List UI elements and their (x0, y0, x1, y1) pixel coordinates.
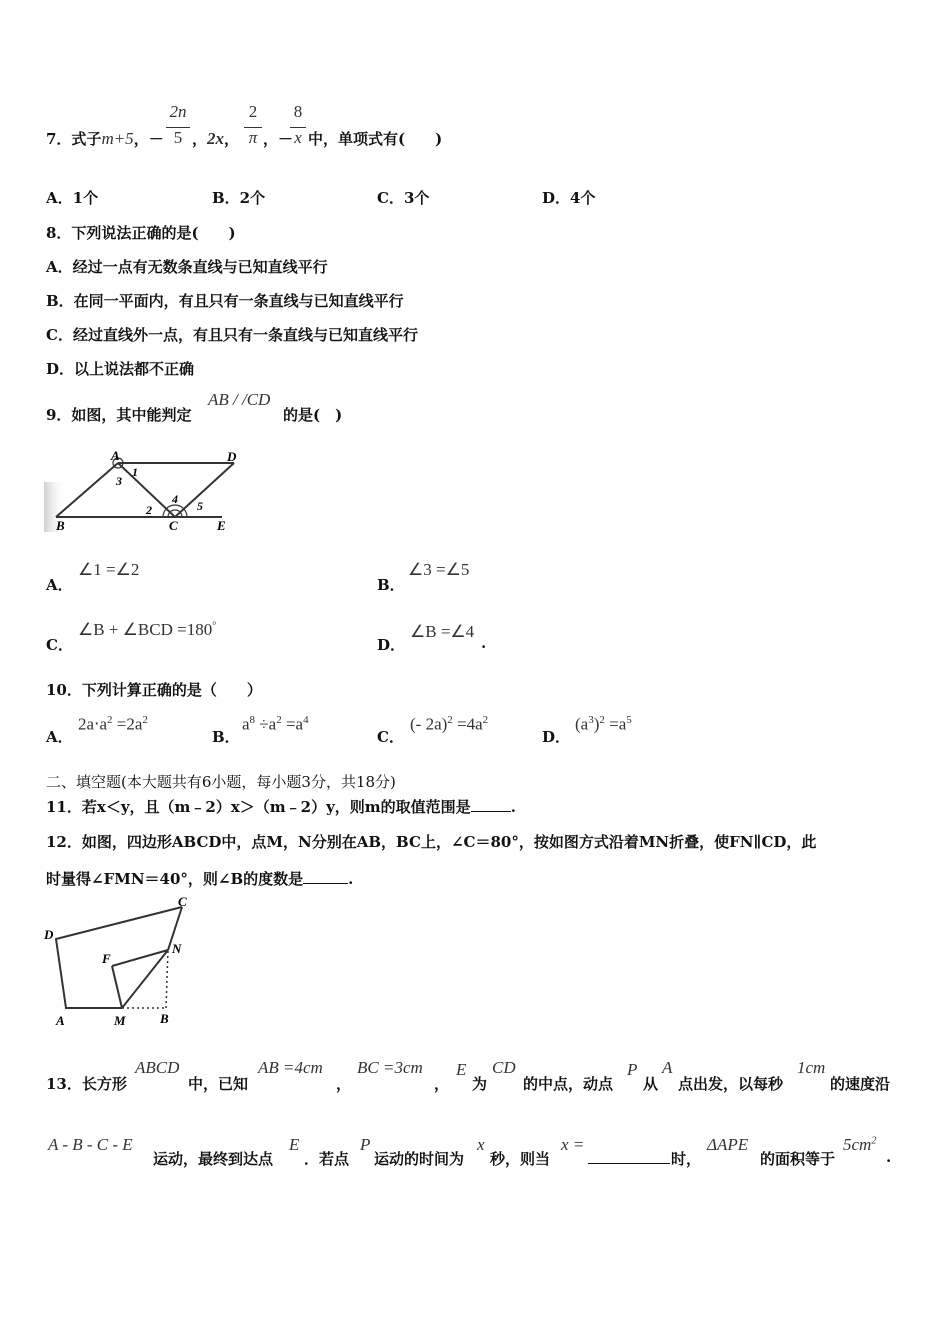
q8-stem: 8．下列说法正确的是( ) (46, 224, 236, 242)
q7-frac1-den: 5 (173, 128, 183, 147)
q12-figure (40, 892, 200, 1032)
q13-answer-blank-wrap (588, 1148, 670, 1168)
q7-option-b[interactable]: B．2个 (212, 189, 266, 207)
label-b: B (56, 518, 65, 533)
q10-option-c-math: (- $2a)^2 =4a^2$ (410, 714, 489, 734)
q13-l1-a: 13．长方形 (46, 1075, 127, 1093)
q7-term-m-plus-5: m+5 (101, 129, 134, 148)
q13-l1-g: 从 (643, 1075, 659, 1093)
q10-option-b-math: $a^8 \div a^2 =a^4$ (242, 714, 309, 734)
q13-m-abcd: ABCD (135, 1058, 180, 1077)
q9-option-d-end: . (481, 634, 487, 652)
q13-m-1cm: 1cm (797, 1058, 826, 1077)
q9-option-c-label[interactable]: C． (46, 636, 73, 654)
q7-frac2-den: π (248, 128, 258, 147)
q13-l1-h: 点出发，以每秒 (678, 1075, 784, 1093)
section2-title: 二、填空题(本大题共有6小题，每小题3分，共18分) (46, 773, 396, 791)
q13-m-ab: AB =4cm (258, 1058, 323, 1077)
q7-stem: 7．式子m+5，－ (46, 129, 164, 148)
q11-answer-blank[interactable] (471, 796, 511, 812)
q10-option-d-label[interactable]: D． (542, 728, 571, 746)
label-angle-2: 2 (146, 503, 152, 517)
q7-suffix: 中，单项式有( ) (308, 130, 443, 148)
label-angle-5: 5 (197, 499, 203, 513)
q9-option-b-math: ∠3 =∠5 (408, 560, 470, 579)
q8-option-b[interactable]: B．在同一平面内，有且只有一条直线与已知直线平行 (46, 292, 404, 310)
label-e: E (217, 518, 226, 533)
q13-l1-c: ， (336, 1075, 352, 1093)
q7-option-d[interactable]: D．4个 (542, 189, 596, 207)
q7-option-a[interactable]: A．1个 (46, 189, 99, 207)
q13-l1-f: 的中点，动点 (523, 1075, 614, 1093)
angle-arcs-c (163, 505, 187, 517)
q9-figure (44, 448, 244, 538)
q13-m-xeq: x = (561, 1135, 585, 1154)
q13-answer-blank[interactable] (588, 1148, 670, 1164)
q7-prefix: 7．式子 (46, 130, 102, 148)
q10-option-d-math: $(a^3)^2 =a^5$ (575, 714, 632, 734)
q7-frac3-den: x (294, 128, 302, 147)
q12-answer-blank[interactable] (303, 868, 348, 884)
q13-l1-i: 的速度沿 (830, 1075, 891, 1093)
q7-term-2x: 2x (207, 129, 225, 148)
q9-math-ab-parallel-cd: AB / /CD (208, 390, 271, 409)
q13-m-e2: E (289, 1135, 300, 1154)
q13-l2-b: ．若点 (304, 1150, 350, 1168)
q10-option-c-label[interactable]: C． (377, 728, 404, 746)
q13-l2-g: . (886, 1148, 892, 1166)
q10-stem: 10．下列计算正确的是（ ） (46, 681, 262, 699)
q7-frac3-num: 8 (293, 102, 303, 121)
q13-m-5cm: $5cm^2$ (843, 1135, 877, 1154)
label-a: A (111, 448, 120, 463)
label-d: D (227, 449, 237, 464)
q12-line1: 12．如图，四边形ABCD中，点M，N分别在AB，BC上，∠C＝80°，按如图方式沿着MN折叠，使FN∥CD，此 (46, 833, 817, 851)
q8-option-d[interactable]: D．以上说法都不正确 (46, 360, 195, 378)
q9-suffix: 的是( ) (283, 406, 343, 424)
q9-option-d-math: ∠B =∠4 (410, 622, 475, 641)
q9-option-d-label[interactable]: D． (377, 636, 406, 654)
label-angle-4: 4 (172, 492, 178, 506)
q11-text: 11．若x＜y，且（m﹣2）x＞（m﹣2）y，则m的取值范围是 . (46, 798, 516, 816)
q9-stem: 9．如图，其中能判定 (46, 406, 192, 424)
q13-l1-e: 为 (472, 1075, 488, 1093)
label-angle-3: 3 (116, 474, 122, 488)
q8-option-c[interactable]: C．经过直线外一点，有且只有一条直线与已知直线平行 (46, 326, 418, 344)
q8-option-a[interactable]: A．经过一点有无数条直线与已知直线平行 (46, 258, 328, 276)
q13-m-p: P (627, 1060, 638, 1079)
q13-m-ape: ΔAPE (707, 1135, 749, 1154)
label-c: C (169, 518, 178, 533)
q13-m-e: E (456, 1060, 467, 1079)
q13-m-x: x (477, 1135, 485, 1154)
label-c: C (178, 894, 187, 909)
q13-m-path: A - B - C - E (48, 1135, 133, 1154)
label-d: D (44, 927, 54, 942)
q7-frac1-num: 2n (169, 102, 187, 121)
q9-option-a-math: ∠1 =∠2 (78, 560, 140, 579)
line-mn (122, 950, 168, 1008)
label-f: F (102, 951, 111, 966)
q9-option-c-math: ∠B + ∠BCD =180° (78, 620, 217, 639)
q13-l2-a: 运动，最终到达点 (153, 1150, 274, 1168)
q13-m-cd: CD (492, 1058, 516, 1077)
label-angle-1: 1 (132, 465, 138, 479)
q13-l1-b: 中，已知 (188, 1075, 249, 1093)
q9-option-b-label[interactable]: B． (377, 576, 405, 594)
label-a: A (56, 1013, 65, 1028)
line-fm (112, 966, 122, 1008)
q13-m-p2: P (360, 1135, 371, 1154)
q13-m-bc: BC =3cm (357, 1058, 423, 1077)
q7-comma-minus: ，－ (263, 130, 294, 148)
line-fn (112, 950, 168, 966)
q10-option-a-math: $2a\cdot a^2 =2a^2$ (78, 714, 148, 734)
q13-l2-d: 秒，则当 (490, 1150, 551, 1168)
q7-option-c[interactable]: C．3个 (377, 189, 430, 207)
q13-l2-f: 的面积等于 (760, 1150, 836, 1168)
q10-option-a-label[interactable]: A． (46, 728, 73, 746)
q7-frac2-num: 2 (248, 102, 258, 121)
q9-option-a-label[interactable]: A． (46, 576, 73, 594)
q12-line2: 时量得∠FMN＝40°，则∠B的度数是 . (46, 870, 354, 888)
label-m: M (114, 1013, 126, 1028)
q13-l2-e: 时， (671, 1150, 702, 1168)
q10-option-b-label[interactable]: B． (212, 728, 240, 746)
q13-l2-c: 运动的时间为 (374, 1150, 465, 1168)
label-n: N (172, 941, 182, 956)
dotted-bn (166, 950, 168, 1008)
q7-comma-2x: ，2x， (192, 129, 240, 148)
q13-l1-d: ， (434, 1075, 450, 1093)
q13-m-a: A (662, 1058, 673, 1077)
label-b: B (160, 1011, 169, 1026)
